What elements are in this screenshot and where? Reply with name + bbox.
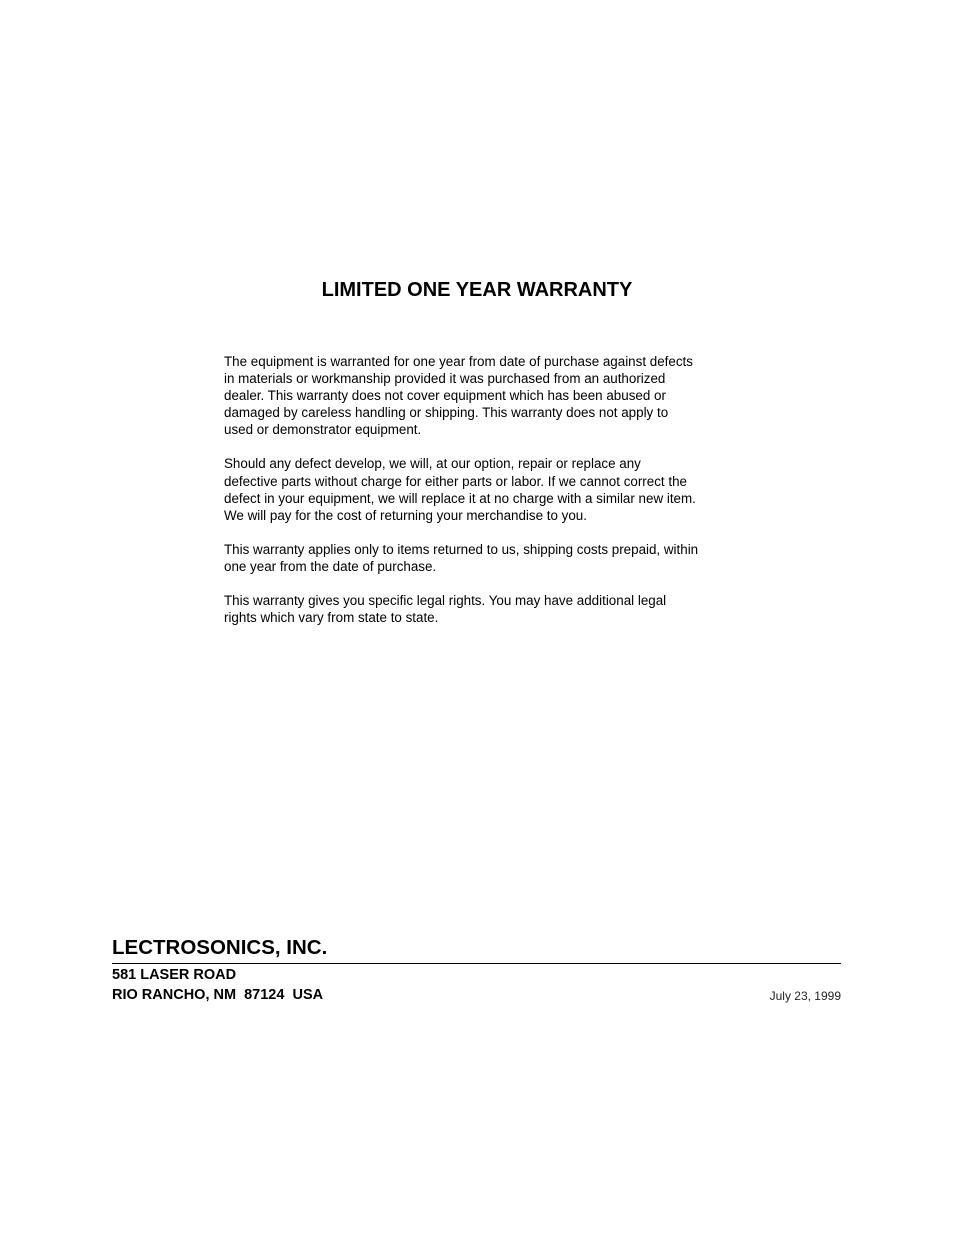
warranty-paragraph-returns: This warranty applies only to items returned to us, shipping costs prepaid, within one year from the date of purchase.: [224, 541, 699, 574]
company-name: LECTROSONICS, INC.: [112, 936, 328, 959]
address-street: 581 LASER ROAD: [112, 967, 237, 983]
warranty-body: [224, 353, 744, 643]
address-city: RIO RANCHO, NM 87124 USA: [112, 987, 324, 1003]
page-title: LIMITED ONE YEAR WARRANTY: [321, 279, 633, 301]
document-date: July 23, 1999: [769, 989, 841, 1003]
warranty-paragraph-coverage: The equipment is warranted for one year from date of purchase against defects in materials or workmanship provided it was purchased from an authorized dealer. This warranty does not cover equipment which has been abused or damaged by careless handling or shipping. This warranty does not apply to used or demonstrator equipment.: [224, 354, 693, 438]
warranty-paragraph-legal-rights: This warranty gives you specific legal rights. You may have additional legal rights which vary from state to state.: [224, 593, 667, 626]
footer-divider: [112, 963, 841, 964]
warranty-paragraph-repair: Should any defect develop, we will, at our option, repair or replace any defective parts without charge for either parts or labor. If we cannot correct the defect in your equipment, we will replace it at no charge with a similar new item. We will pay for the cost of returning your merchandise to you.: [224, 456, 696, 523]
